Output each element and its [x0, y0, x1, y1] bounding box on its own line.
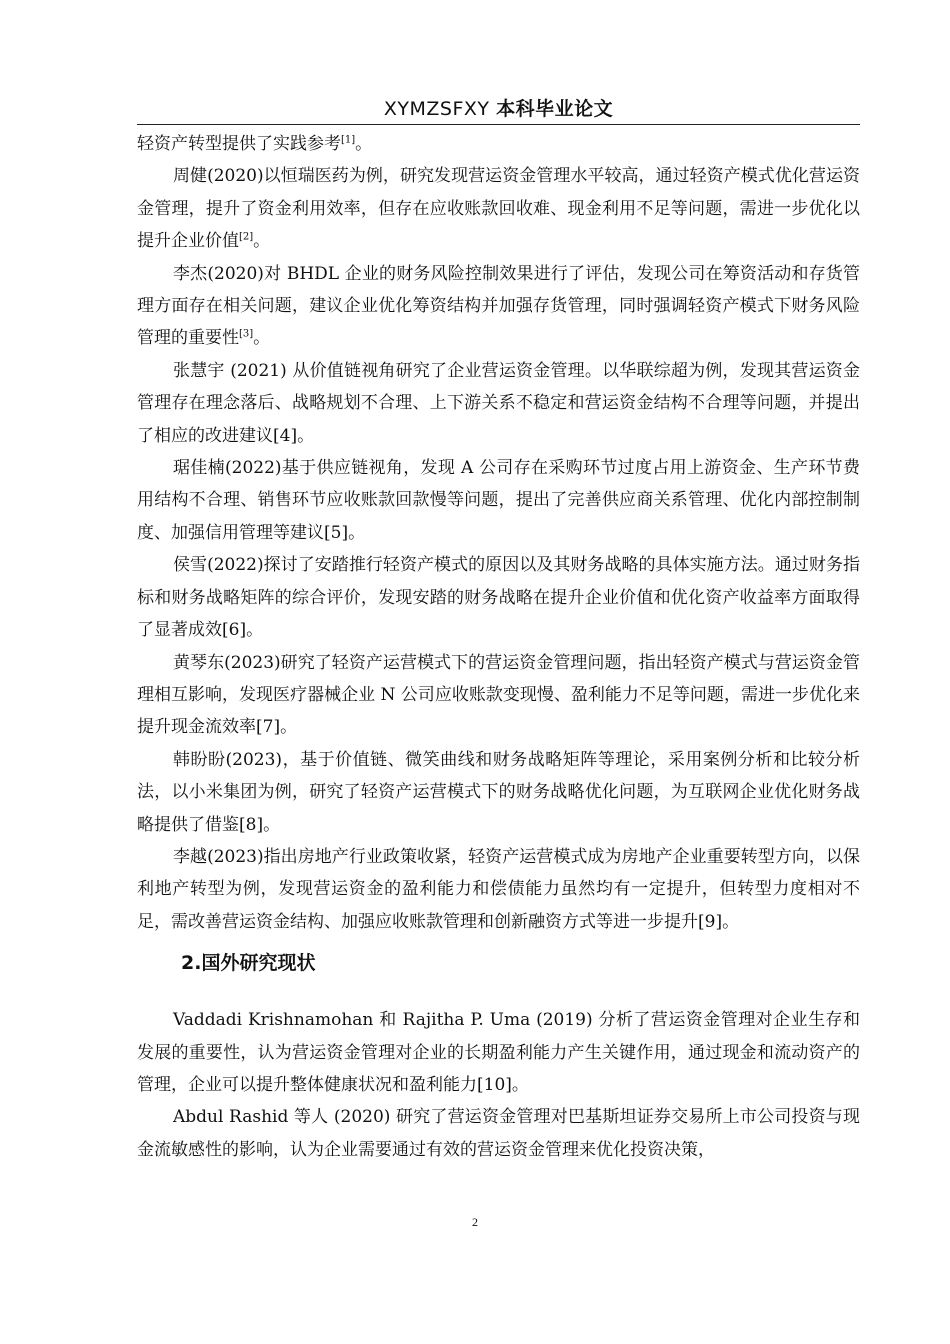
paragraph-end: 。: [253, 231, 271, 252]
paragraph-text: 周健(2020)以恒瑞医药为例，研究发现营运资金管理水平较高，通过轻资产模式优化营运资金管理，提升了资金利用效率，但存在应收账款回收难、现金利用不足等问题，需进一步优化以提升企业价值: [137, 166, 860, 252]
paragraph-abdul-rashid: Abdul Rashid 等人 (2020) 研究了营运资金管理对巴基斯坦证券交易所上市公司投资与现金流敏感性的影响，认为企业需要通过有效的营运资金管理来优化投资决策，: [137, 1107, 860, 1160]
paragraph-text: 李杰(2020)对 BHDL 企业的财务风险控制效果进行了评估，发现公司在筹资活动和存货管理方面存在相关问题，建议企业优化筹资结构并加强存货管理，同时强调轻资产模式下财务风险管理的重要性: [137, 263, 860, 349]
paragraph-continued: [137, 128, 860, 160]
citation-ref: [3]: [239, 328, 254, 340]
paragraph-end: 。: [355, 134, 373, 154]
header-chinese: 本科毕业论文: [496, 98, 614, 120]
paragraph-lijie: [137, 258, 860, 355]
citation-ref: [1]: [341, 134, 356, 146]
paragraph-end: 。: [253, 328, 271, 349]
paragraph-zhanghuiyu: 张慧宇 (2021) 从价值链视角研究了企业营运资金管理。以华联综超为例，发现其营运资金管理存在理念落后、战略规划不合理、上下游关系不稳定和营运资金结构不合理等问题，并提出了相应的改进建议[4]。: [137, 360, 860, 446]
header-rule: [137, 124, 860, 125]
paragraph-liyue: 李越(2023)指出房地产行业政策收紧，轻资产运营模式成为房地产企业重要转型方向，以保利地产转型为例，发现营运资金的盈利能力和偿债能力虽然均有一定提升，但转型力度相对不足，需改善营运资金结构、加强应收账款管理和创新融资方式等进一步提升[9]。: [137, 846, 860, 932]
paragraph-houxue: 侯雪(2022)探讨了安踏推行轻资产模式的原因以及其财务战略的具体实施方法。通过财务指标和财务战略矩阵的综合评价，发现安踏的财务战略在提升企业价值和优化资产收益率方面取得了显著成效[6]。: [137, 555, 860, 641]
header-latin: XYMZSFXY: [383, 98, 490, 120]
body-text: [137, 128, 860, 1166]
paragraph-jujianan: 琚佳楠(2022)基于供应链视角，发现 A 公司存在采购环节过度占用上游资金、生产环节费用结构不合理、销售环节应收账款回款慢等问题，提出了完善供应商关系管理、优化内部控制制度、加强信用管理等建议[5]。: [137, 458, 860, 543]
paragraph-zhoujian: [137, 160, 860, 257]
page-number: 2: [472, 1215, 478, 1229]
paragraph-huangqindong: 黄琴东(2023)研究了轻资产运营模式下的营运资金管理问题，指出轻资产模式与营运资金管理相互影响，发现医疗器械企业 N 公司应收账款变现慢、盈利能力不足等问题，需进一步优化来提升现金流效率[7]。: [137, 652, 860, 738]
paragraph-text: 轻资产转型提供了实践参考: [137, 134, 341, 154]
section-title: 2.国外研究现状: [181, 952, 316, 975]
section-spacer: [137, 982, 860, 1004]
paragraph-vaddadi: Vaddadi Krishnamohan 和 Rajitha P. Uma (2019) 分析了营运资金管理对企业生存和发展的重要性，认为营运资金管理对企业的长期盈利能力产生关键作用，通过现金和流动资产的管理，企业可以提升整体健康状况和盈利能力[10]。: [137, 1010, 860, 1095]
page-header: [137, 94, 860, 121]
citation-ref: [2]: [239, 231, 254, 243]
paragraph-hanpanpan: 韩盼盼(2023)，基于价值链、微笑曲线和财务战略矩阵等理论，采用案例分析和比较分析法，以小米集团为例，研究了轻资产运营模式下的财务战略优化问题，为互联网企业优化财务战略提供了借鉴[8]。: [137, 749, 860, 835]
